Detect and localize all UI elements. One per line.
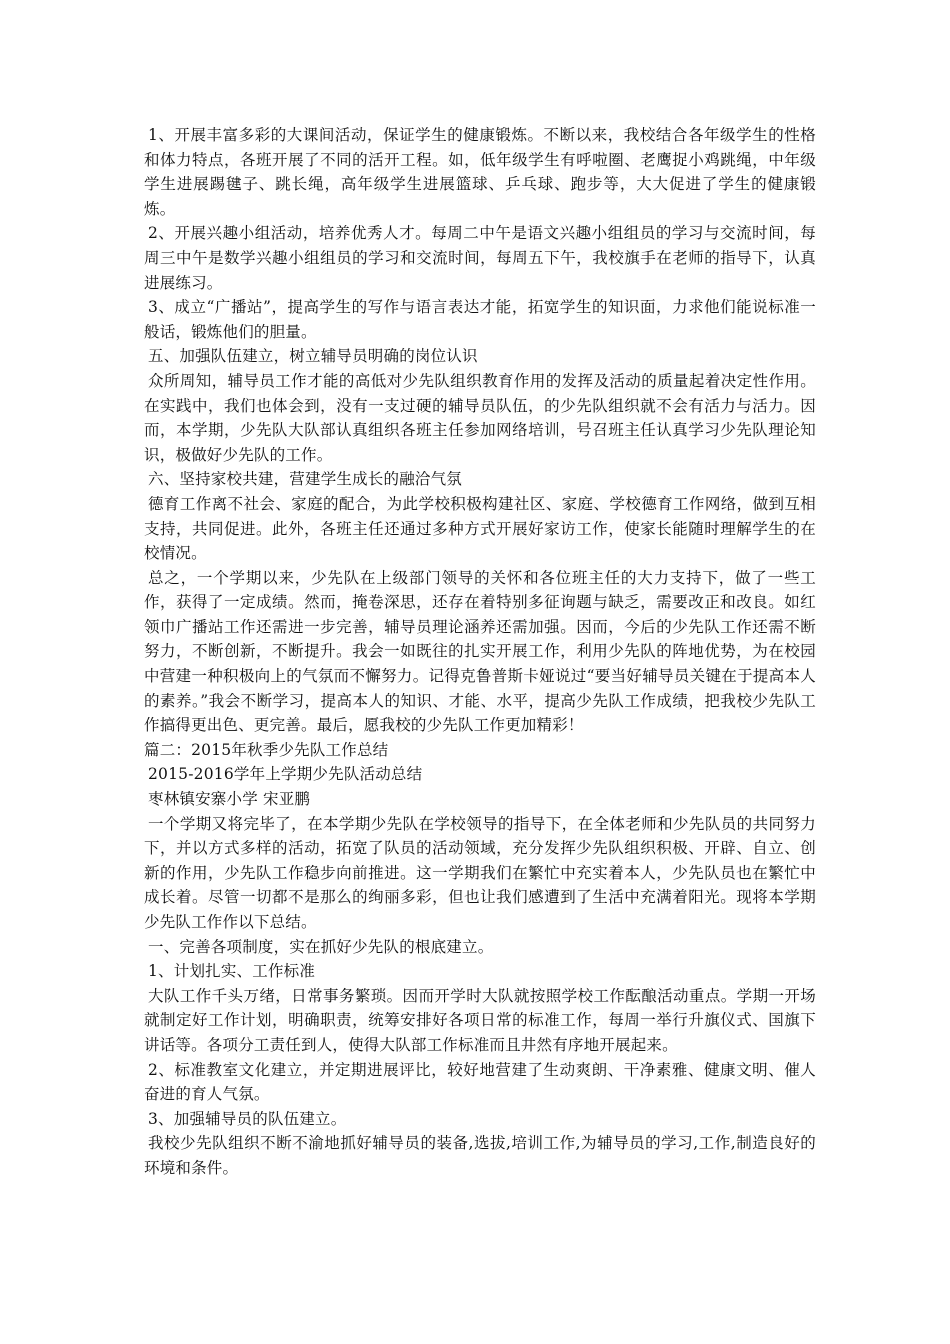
section-heading-6: 六、坚持家校共建，营建学生成长的融洽气氛 — [148, 470, 463, 489]
paragraph-summary: 总之，一个学期以来，少先队在上级部门领导的关怀和各位班主任的大力支持下，做了一些工作，获得了一定成绩。然而，掩卷深思，还存在着特别多征询题与缺乏，需要改正和改良。如红领巾广播站工作还需进一步完善，辅导员理论涵养还需加强。因而，今后的少先队工作还需不断努力，不断创新，不断提升。我会一如既往的扎实开展工作，利用少先队的阵地优势，为在校园中营建一种积极向上的气氛而不懈努力。记得克鲁普斯卡娅说过“要当好辅导员关键在于提高本人的素养。”我会不断学习，提高本人的知识、才能、水平，提高少先队工作成绩，把我校少先队工作搞得更出色、更完善。最后，愿我校的少先队工作更加精彩！ — [144, 568, 816, 735]
paragraph-activity-2: 2、开展兴趣小组活动，培养优秀人才。每周二中午是语文兴趣小组组员的学习与交流时间，每周三中午是数学兴趣小组组员的学习和交流时间，每周五下午，我校旗手在老师的指导下，认真进展练习。 — [144, 224, 816, 292]
paragraph-intro: 一个学期又将完毕了，在本学期少先队在学校领导的指导下，在全体老师和少先队员的共同努力下，并以方式多样的活动，拓宽了队员的活动领域，充分发挥少先队组织积极、开辟、自立、创新的作用，少先队工作稳步向前推进。这一学期我们在繁忙中充实着本人，少先队员也在繁忙中成长着。尽管一切都不是那么的绚丽多彩，但也让我们感遭到了生活中充满着阳光。现将本学期少先队工作作以下总结。 — [144, 814, 816, 931]
section-heading-1: 一、完善各项制度，实在抓好少先队的根底建立。 — [148, 937, 494, 956]
paragraph-activity-1: 1、开展丰富多彩的大课间活动，保证学生的健康锻炼。不断以来，我校结合各年级学生的性格和体力特点，各班开展了不同的活开工程。如，低年级学生有呼啦圈、老鹰捉小鸡跳绳，中年级学生进展踢毽子、跳长绳，高年级学生进展篮球、乒乓球、跑步等，大大促进了学生的健康锻炼。 — [144, 126, 816, 218]
paragraph-classroom-culture: 2、标准教室文化建立，并定期进展评比，较好地营建了生动爽朗、干净素雅、健康文明、催人奋进的育人气氛。 — [144, 1060, 816, 1104]
article-title-part2: 篇二：2015年秋季少先队工作总结 — [144, 740, 389, 759]
section-heading-5: 五、加强队伍建立，树立辅导员明确的岗位认识 — [148, 347, 478, 366]
subheading-plan: 1、计划扎实、工作标准 — [148, 962, 316, 981]
author-line: 枣林镇安寨小学 宋亚鹏 — [148, 790, 311, 809]
article-subtitle: 2015-2016学年上学期少先队活动总结 — [148, 765, 423, 784]
document-page — [144, 123, 816, 1181]
paragraph-activity-3: 3、成立“广播站”，提高学生的写作与语言表达才能，拓宽学生的知识面，力求他们能说标准一般话，锻炼他们的胆量。 — [144, 298, 816, 341]
paragraph-plan: 大队工作千头万绪，日常事务繁琐。因而开学时大队就按照学校工作酝酿活动重点。学期一开场就制定好工作计划，明确职责，统筹安排好各项日常的标准工作，每周一举行升旗仪式、国旗下讲话等。各项分工责任到人，使得大队部工作标准而且井然有序地开展起来。 — [144, 986, 816, 1054]
paragraph-counselor: 众所周知，辅导员工作才能的高低对少先队组织教育作用的发挥及活动的质量起着决定性作用。在实践中，我们也体会到，没有一支过硬的辅导员队伍，的少先队组织就不会有活力与活力。因而，本学期，少先队大队部认真组织各班主任参加网络培训，号召班主任认真学习少先队理论知识，极做好少先队的工作。 — [144, 371, 816, 464]
paragraph-counselor-team: 我校少先队组织不断不渝地抓好辅导员的装备,选拔,培训工作,为辅导员的学习,工作,制造良好的环境和条件。 — [144, 1134, 816, 1177]
subheading-counselor-team: 3、加强辅导员的队伍建立。 — [148, 1109, 347, 1128]
paragraph-home-school: 德育工作离不社会、家庭的配合，为此学校积极构建社区、家庭、学校德育工作网络，做到互相支持，共同促进。此外，各班主任还通过多种方式开展好家访工作，使家长能随时理解学生的在校情况。 — [144, 494, 816, 563]
